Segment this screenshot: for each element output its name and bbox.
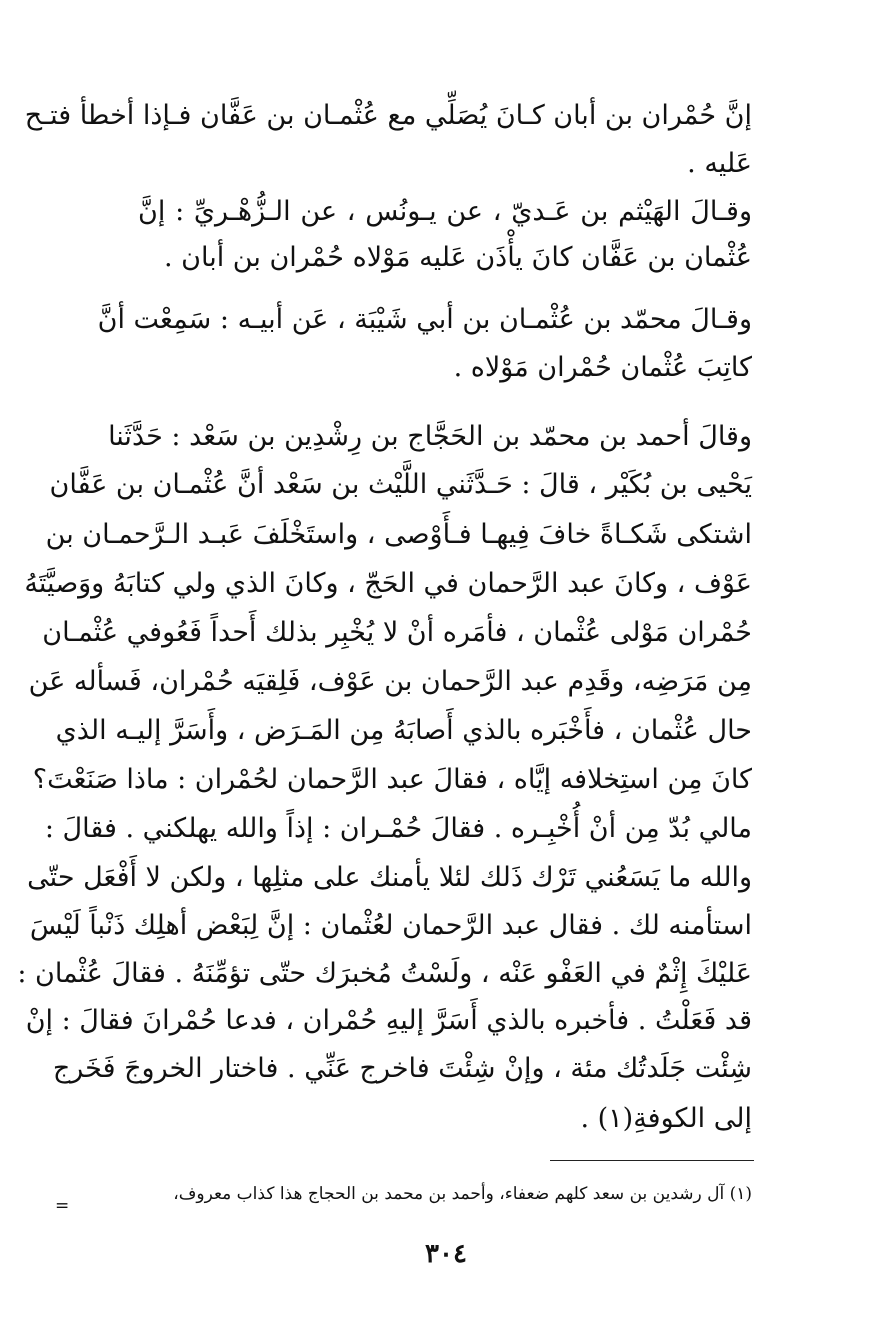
text-line: استأمنه لك . فقال عبد الرَّحمان لعُثْمان : إنَّ لِبَعْض أهلِك ذَنْباً لَيْسَ bbox=[29, 910, 752, 941]
text-line: حال عُثْمان ، فأَخْبَره بالذي أَصابَهُ مِن المَـرَض ، وأَسَرَّ إليـه الذي bbox=[55, 715, 752, 746]
text-line: كاتِبَ عُثْمان حُمْران مَوْلاه . bbox=[453, 352, 752, 383]
text-line: إلى الكوفةِ(١) . bbox=[580, 1103, 752, 1134]
page-number: ٣٠٤ bbox=[425, 1239, 467, 1269]
text-line: عَليه . bbox=[687, 148, 752, 179]
text-line: قد فَعَلْتُ . فأخبره بالذي أَسَرَّ إليهِ حُمْران ، فدعا حُمْرانَ فقالَ : إنْ bbox=[25, 1005, 752, 1036]
footnote-continuation-mark: = bbox=[55, 1196, 70, 1216]
text-line: مِن مَرَضِه، وقَدِم عبد الرَّحمان بن عَوْف، فَلِقيَه حُمْران، فَسأله عَن bbox=[28, 666, 752, 697]
footnote-divider bbox=[550, 1160, 754, 1161]
text-line: وقـالَ محمّد بن عُثْمـان بن أبي شَيْبَة ، عَن أبيـه : سَمِعْت أنَّ bbox=[97, 304, 752, 335]
text-line: كانَ مِن استِخلافه إيَّاه ، فقالَ عبد الرَّحمان لحُمْران : ماذا صَنَعْتَ؟ bbox=[32, 764, 752, 795]
text-line: اشتكى شَكـاةً خافَ فِيهـا فـأَوْصى ، واستَخْلَفَ عَبـد الـرَّحمـان بن bbox=[45, 519, 752, 550]
text-line: وقـالَ الهَيْثم بن عَـديّ ، عن يـونُس ، عن الـزُّهْـريِّ : إنَّ bbox=[138, 196, 752, 227]
text-line: وقالَ أحمد بن محمّد بن الحَجَّاج بن رِشْدِين بن سَعْد : حَدَّثَنا bbox=[108, 421, 752, 452]
text-line: والله ما يَسَعُني تَرْك ذَلك لئلا يأمنك على مثلِها ، ولكن لا أَفْعَل حتّى bbox=[27, 862, 752, 893]
text-line: يَحْيى بن بُكَيْر ، قالَ : حَـدَّثَني اللَّيْث بن سَعْد أنَّ عُثْمـان بن عَفَّان bbox=[49, 469, 752, 500]
text-line: مالي بُدّ مِن أنْ أُخْبِـره . فقالَ حُمْـران : إذاً والله يهلكني . فقالَ : bbox=[44, 813, 752, 844]
text-line: إنَّ حُمْران بن أبان كـانَ يُصَلِّي مع عُثْمـان بن عَفَّان فـإذا أخطأ فتـح bbox=[24, 100, 752, 131]
text-line: عَوْف ، وكانَ عبد الرَّحمان في الحَجّ ، وكانَ الذي ولي كتابَهُ ووَصيَّتَهُ bbox=[24, 568, 752, 599]
text-line: شِئْت جَلَدتُك مئة ، وإنْ شِئْتَ فاخرج عَنِّي . فاختار الخروجَ فَخَرج bbox=[52, 1053, 752, 1084]
footnote: (١) آل رشدين بن سعد كلهم ضعفاء، وأحمد بن محمد بن الحجاج هذا كذاب معروف، bbox=[173, 1184, 752, 1204]
text-line: عَليْكَ إِثْمٌ في العَفْو عَنْه ، ولَسْتُ مُخبرَك حتّى تؤمِّنَهُ . فقالَ عُثْمان : bbox=[17, 958, 752, 989]
text-line: عُثْمان بن عَفَّان كانَ يأْذَن عَليه مَوْلاه حُمْران بن أبان . bbox=[163, 242, 752, 273]
text-line: حُمْران مَوْلى عُثْمان ، فأمَره أنْ لا يُخْبِر بذلك أَحداً فَعُوفي عُثْمـان bbox=[42, 617, 752, 648]
